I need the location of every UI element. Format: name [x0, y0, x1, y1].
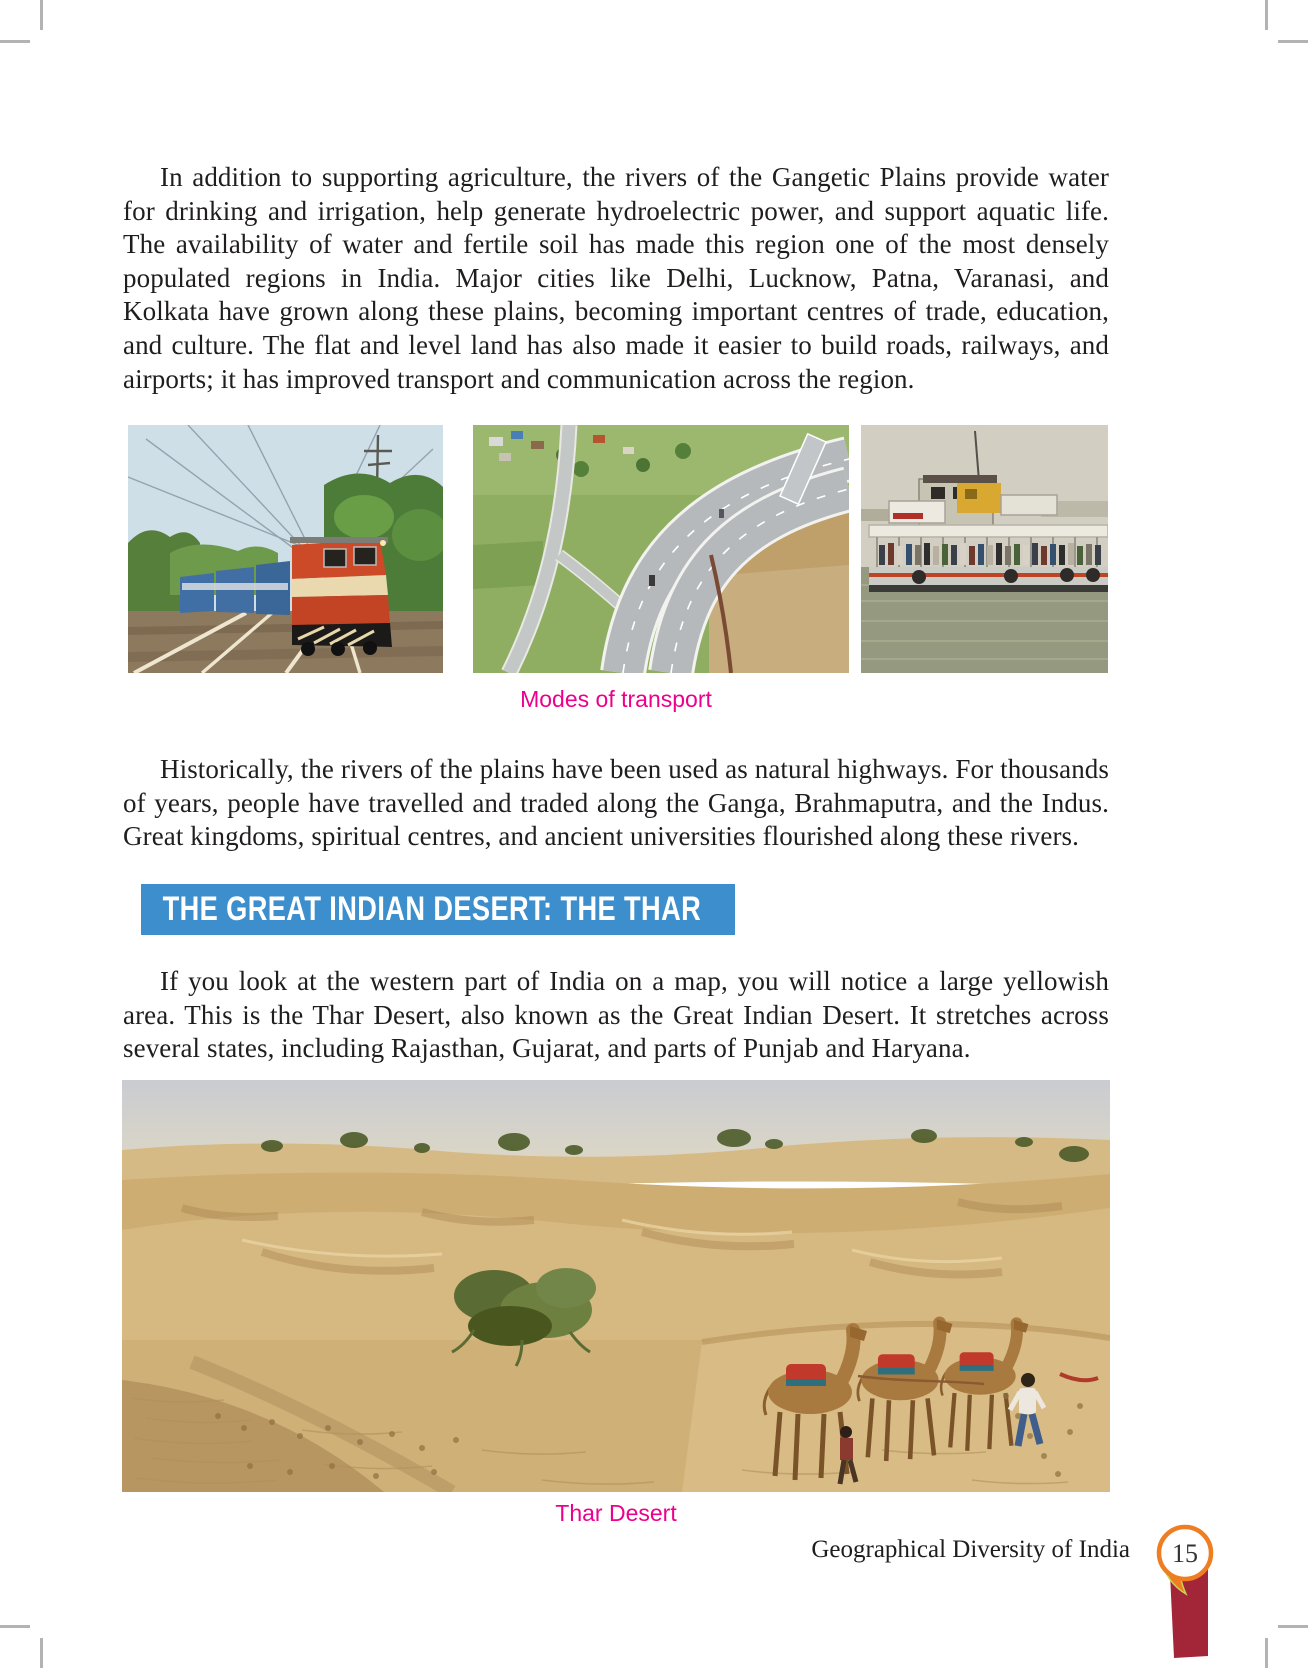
crop-mark-bottom-left-v — [40, 1638, 43, 1668]
crop-mark-bottom-right-v — [1265, 1638, 1268, 1668]
page-number-text: 15 — [1172, 1539, 1198, 1568]
electric-train-photo — [128, 425, 443, 673]
expressway-aerial-photo — [473, 425, 849, 673]
crop-mark-bottom-right-h — [1278, 1625, 1308, 1628]
figure-caption-transport: Modes of transport — [520, 686, 712, 712]
river-ferry-photo — [861, 425, 1108, 673]
figure-caption-desert: Thar Desert — [555, 1500, 677, 1526]
paragraph-gangetic-plains: In addition to supporting agriculture, the rivers of the Gangetic Plains provide water for drinking and irrigation, help generate hydroelectric power, and support aquatic life. The availability of water and fertile soil has made this region one of the most densely populated regions in India. Major cities like Delhi, Lucknow, Patna, Varanasi, and Kolkata have grown along these plains, becoming important centres of trade, education, and culture. The flat and level land has also made it easier to build roads, railways, and airports; it has improved transport and communication across the region. — [123, 162, 1109, 394]
crop-mark-top-right-v — [1265, 0, 1268, 30]
page-number-badge — [1140, 1518, 1230, 1668]
crop-mark-bottom-left-h — [0, 1625, 30, 1628]
section-heading-banner — [141, 884, 735, 935]
thar-desert-photo — [122, 1080, 1110, 1492]
crop-mark-top-left-v — [40, 0, 43, 30]
crop-mark-top-left-h — [0, 40, 30, 43]
section-heading-text: THE GREAT INDIAN DESERT: THE THAR — [162, 890, 702, 928]
crop-mark-top-right-h — [1278, 40, 1308, 43]
footer-chapter-title: Geographical Diversity of India — [811, 1536, 1130, 1563]
paragraph-rivers-highways: Historically, the rivers of the plains have been used as natural highways. For thousands of years, people have travelled and traded along the Ganga, Brahmaputra, and the Indus. Great kingdoms, spiritual centres, and ancient universities flourished along these rivers. — [123, 754, 1109, 852]
paragraph-thar-desert: If you look at the western part of India on a map, you will notice a large yellowish area. This is the Thar Desert, also known as the Great Indian Desert. It stretches across several states, including Rajasthan, Gujarat, and parts of Punjab and Haryana. — [123, 966, 1109, 1064]
